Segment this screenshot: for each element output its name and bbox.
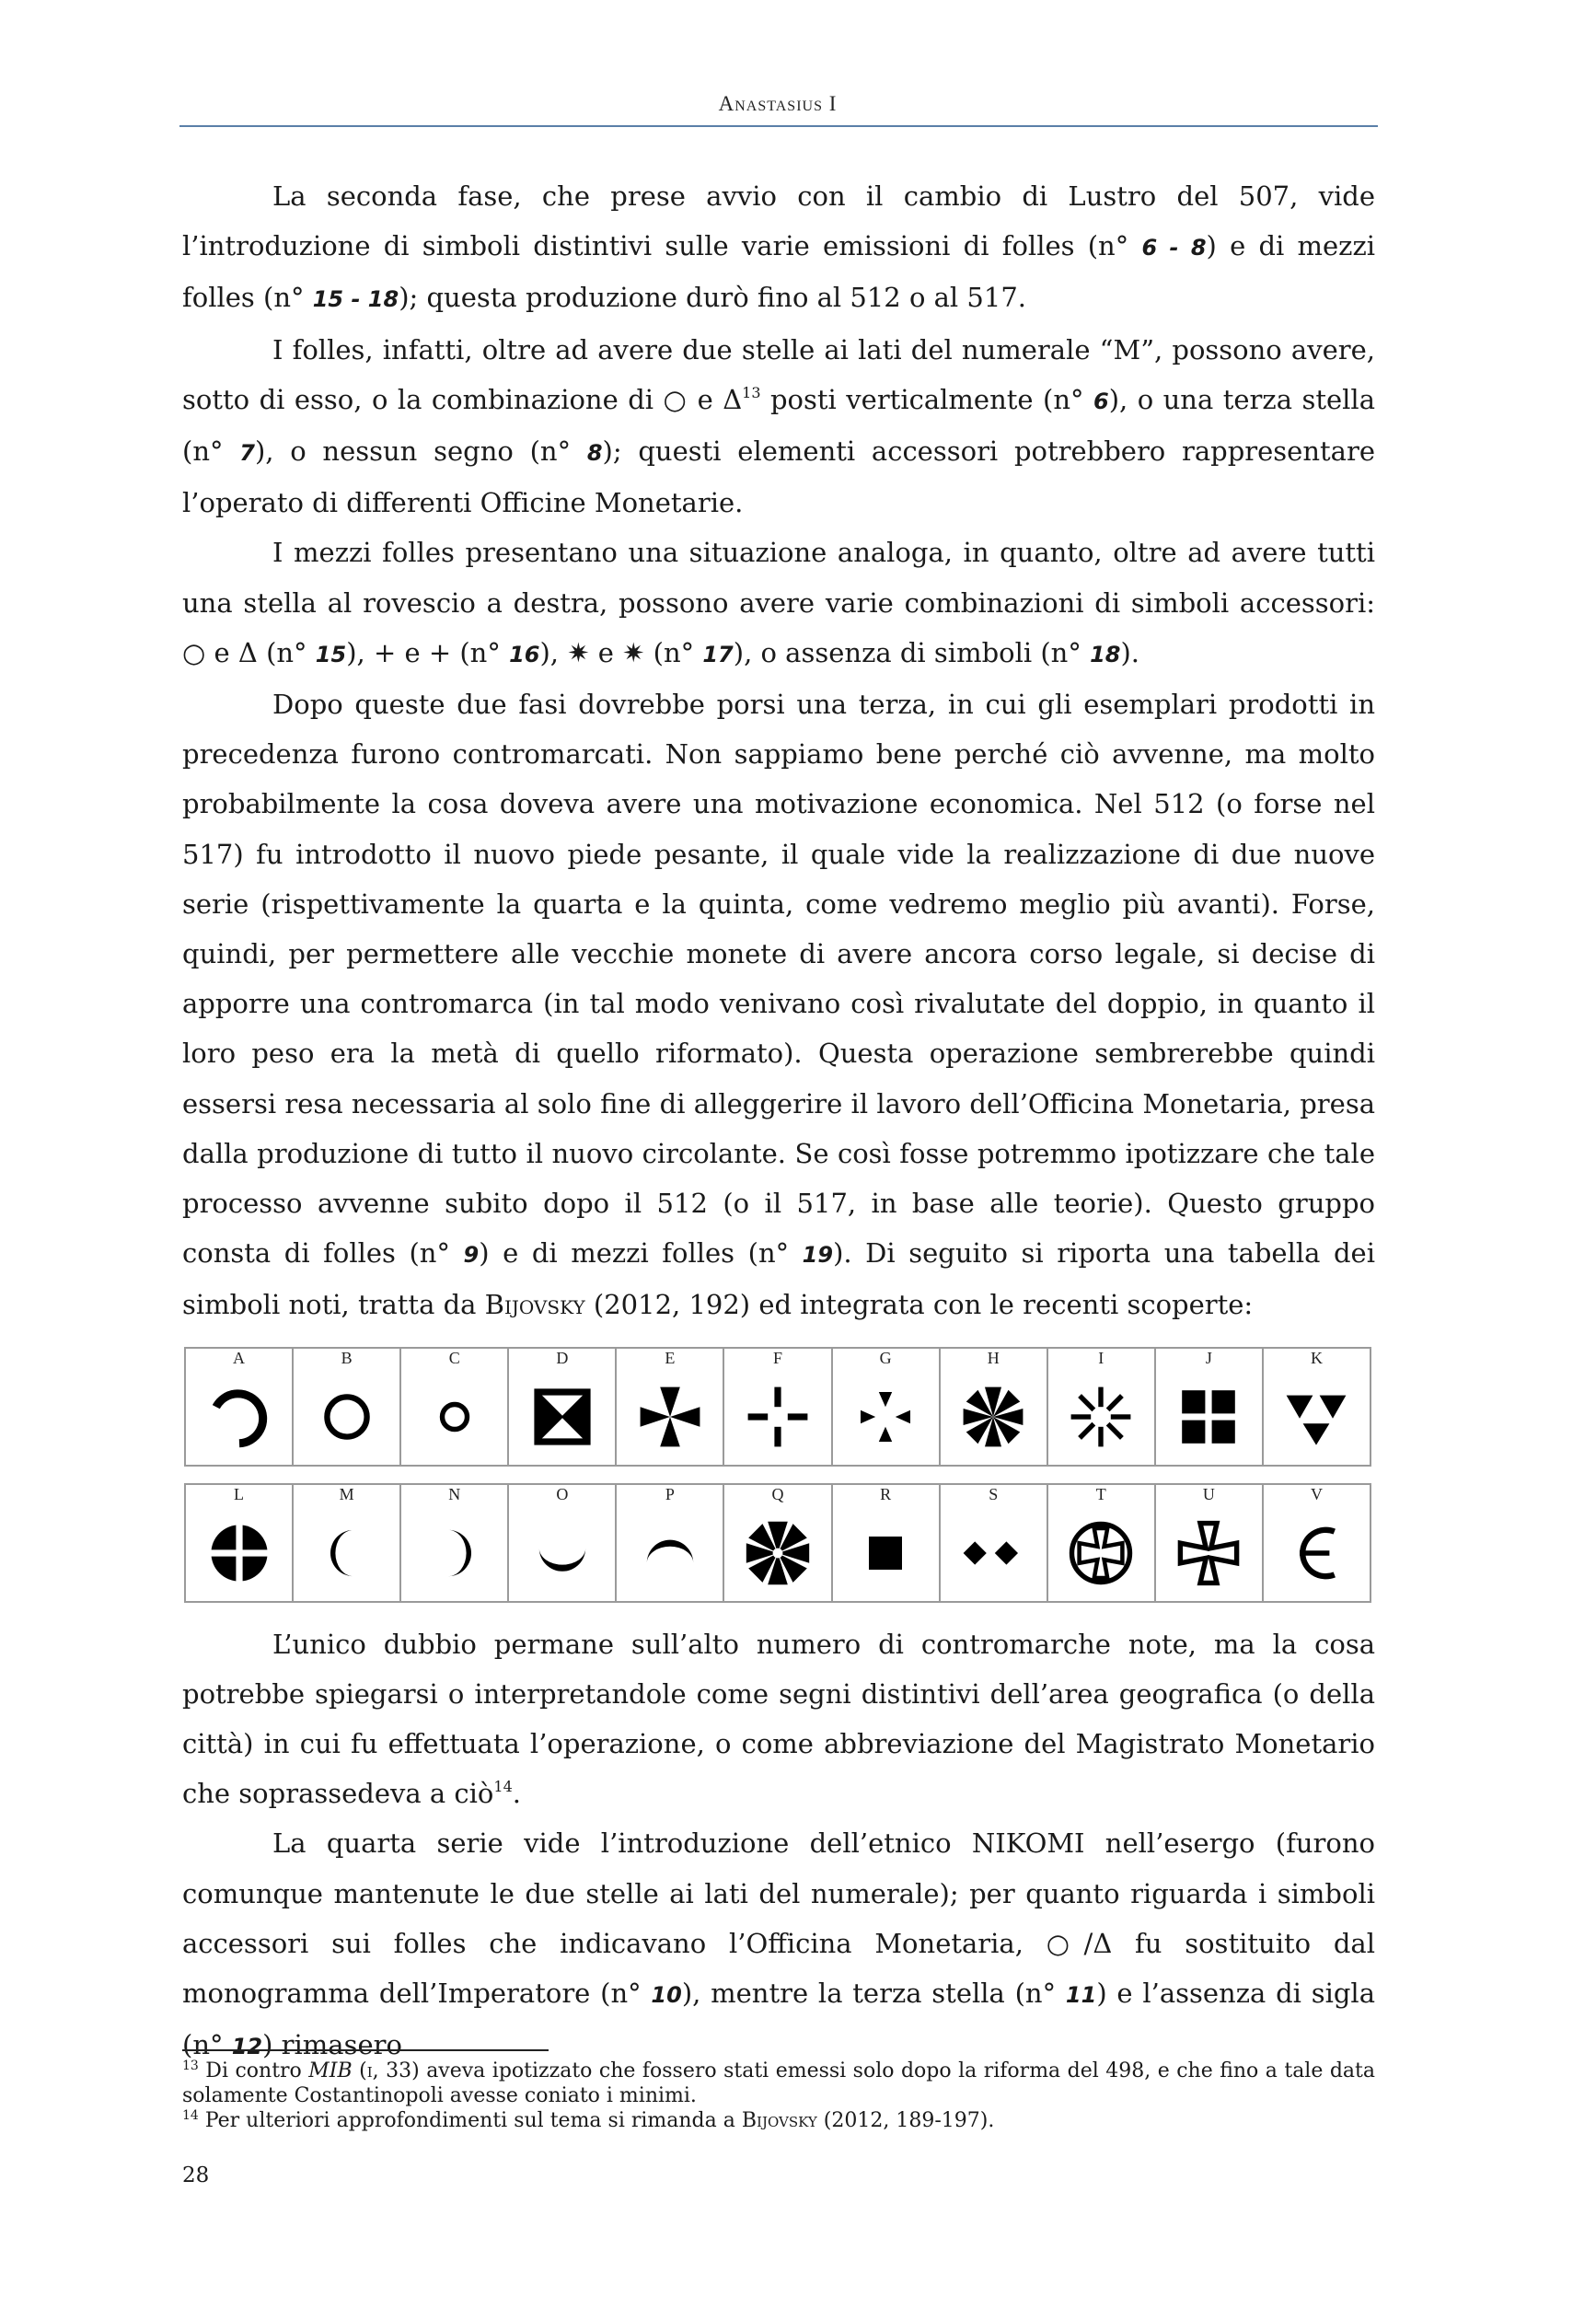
symbol-letter: D <box>556 1348 569 1367</box>
catalogue-ref: 12 <box>231 2034 263 2060</box>
symbol-row <box>184 1347 1371 1467</box>
symbol-cell <box>292 1349 399 1465</box>
epsilon-icon <box>1264 1505 1370 1601</box>
crescent-up-icon <box>509 1505 615 1601</box>
text: (2012, 192) ed integrata con le recenti scoperte: <box>584 1289 1254 1321</box>
main-text <box>182 171 1375 2072</box>
footnotes <box>182 2059 1375 2133</box>
catalogue-ref: 18 <box>1090 641 1121 667</box>
author-name: Bijovsky <box>741 2109 817 2132</box>
footnote-14 <box>182 2108 1375 2133</box>
footnote-rule <box>182 2049 549 2051</box>
catalogue-ref: 16 <box>509 641 540 667</box>
circled-cross-icon <box>1048 1505 1154 1601</box>
symbol-letter: O <box>556 1484 569 1503</box>
symbol-letter: U <box>1202 1484 1215 1503</box>
symbol-row <box>184 1483 1371 1603</box>
symbol-cell <box>1262 1349 1370 1465</box>
text: ); questa produzione durò fino al 512 o al 517. <box>399 282 1026 314</box>
text: ( <box>352 2059 367 2082</box>
running-head-cap: A <box>718 92 735 115</box>
text: , 33) aveva ipotizzato che fossero stati emessi solo dopo la riforma del 498, e che fino a tale data solamente Costantinopoli avesse coniato i minimi. <box>182 2059 1375 2107</box>
author-name: Bijovsky <box>484 1289 585 1321</box>
footnote-number: 14 <box>182 2108 199 2123</box>
text: ), ✷ e ✷ (n° <box>539 636 703 668</box>
text: ). <box>1120 636 1140 668</box>
footnote-marker[interactable]: 14 <box>493 1778 513 1796</box>
header-rule <box>179 125 1378 127</box>
paragraph <box>182 1818 1375 2071</box>
symbol-cell <box>615 1349 723 1465</box>
symbol-cell <box>1262 1485 1370 1601</box>
symbol-cell <box>1154 1485 1262 1601</box>
text: Di contro <box>198 2059 309 2082</box>
symbol-letter: L <box>234 1484 245 1503</box>
symbol-letter: I <box>1098 1348 1104 1367</box>
volume-number: i <box>366 2059 373 2082</box>
text: Dopo queste due fasi dovrebbe porsi una terza, in cui gli esemplari prodotti in precedenza furono contromarcati. Non sappiamo bene perché ciò avvenne, ma molto probabilmente la cosa doveva avere una motivazione economica. Nel 512 (o forse nel 517) fu introdotto il nuovo piede pesante, il quale vide la realizzazione di due nuove serie (rispettivamente la quarta e la quinta, come vedremo meglio più avanti). Forse, quindi, per permettere alle vecchie monete di avere ancora corso legale, si decise di apporre una contromarca (in tal modo venivano così rivalutate del doppio, in quanto il loro peso era la metà di quello riformato). Questa operazione sembrerebbe quindi essersi resa necessaria al solo fine di alleggerire il lavoro dell’Officina Monetaria, presa dalla produzione di tutto il nuovo circolante. Se così fosse potremmo ipotizzare che tale processo avvenne subito dopo il 512 (o il 517, in base alle teorie). Questo gruppo consta di folles (n° <box>182 689 1375 1270</box>
text: ); questi elementi accessori potrebbero rappresentare l’operato di differenti Officine Monetarie. <box>182 435 1375 519</box>
symbol-cell <box>292 1485 399 1601</box>
symbol-cell <box>507 1485 615 1601</box>
sunburst-icon <box>1048 1369 1154 1465</box>
symbol-cell <box>939 1485 1047 1601</box>
crescent-down-icon <box>617 1505 723 1601</box>
symbol-letter: N <box>448 1484 461 1503</box>
symbol-cell <box>1047 1485 1154 1601</box>
catalogue-ref: 9 <box>463 1242 480 1269</box>
symbol-letter: E <box>665 1348 676 1367</box>
symbol-letter: F <box>773 1348 783 1367</box>
symbol-letter: P <box>665 1484 675 1503</box>
running-head-rest: nastasius <box>734 92 823 115</box>
text: ). Di seguito si riporta una tabella dei simboli noti, tratta da <box>182 1237 1375 1321</box>
symbol-letter: M <box>339 1484 354 1503</box>
symbol-cell <box>186 1485 292 1601</box>
four-triangles-icon <box>833 1369 939 1465</box>
footnote-13 <box>182 2059 1375 2108</box>
symbol-letter: C <box>448 1348 460 1367</box>
text: La seconda fase, che prese avvio con il cambio di Lustro del 507, vide l’introduzione di simboli distintivi sulle varie emissioni di folles (n° <box>182 180 1375 262</box>
text: ), o nessun segno (n° <box>254 435 587 468</box>
text: ) e di mezzi folles (n° <box>182 230 1375 314</box>
symbol-cell <box>615 1485 723 1601</box>
symbol-letter: Q <box>771 1484 784 1503</box>
catalogue-ref: 19 <box>802 1242 834 1269</box>
footnote-number: 13 <box>182 2059 199 2073</box>
paragraph <box>182 528 1375 679</box>
symbol-letter: R <box>880 1484 892 1503</box>
symbol-letter: H <box>987 1348 1000 1367</box>
symbol-cell <box>831 1349 939 1465</box>
symbol-cell <box>723 1349 830 1465</box>
text: ), + e + (n° <box>346 636 510 668</box>
broken-cross-icon <box>724 1369 830 1465</box>
text: Per ulteriori approfondimenti sul tema si rimanda a <box>198 2109 742 2132</box>
catalogue-ref: 11 <box>1065 1982 1097 2009</box>
text: I folles, infatti, oltre ad avere due stelle ai lati del numerale “M”, possono avere, sotto di esso, o la combinazione di ○ e Δ <box>182 333 1375 415</box>
symbol-letter: V <box>1310 1484 1323 1503</box>
catalogue-ref: 17 <box>702 641 734 667</box>
wedge-cross-icon <box>617 1369 723 1465</box>
crescent-right-icon <box>401 1505 507 1601</box>
text: I mezzi folles presentano una situazione analoga, in quanto, oltre ad avere tutti una stella al rovescio a destra, possono avere varie combinazioni di simboli accessori: ○ e Δ (n° <box>182 537 1375 668</box>
catalogue-ref: 15 <box>315 641 347 667</box>
symbol-cell <box>186 1349 292 1465</box>
triskele-icon <box>1264 1369 1370 1465</box>
text: La quarta serie vide l’introduzione dell’etnico NIKOMI nell’esergo (furono comunque mantenute le due stelle ai lati del numerale); per quanto riguarda i simboli accessori sui folles che indicavano l’Officina Monetaria, ○/Δ fu sostituito dal monogramma dell’Imperatore (n° <box>182 1827 1375 2010</box>
symbol-cell <box>939 1349 1047 1465</box>
symbol-letter: T <box>1095 1484 1106 1503</box>
work-title: MIB <box>308 2059 353 2082</box>
page-number: 28 <box>182 2163 210 2187</box>
catalogue-ref: 7 <box>239 440 255 467</box>
text: posti verticalmente (n° <box>760 383 1093 415</box>
symbol-cell <box>507 1349 615 1465</box>
catalogue-ref: 6 <box>1093 388 1109 414</box>
symbol-cell <box>723 1485 830 1601</box>
symbol-letter: K <box>1310 1348 1323 1367</box>
crescent-left-icon <box>294 1505 399 1601</box>
text: ), o una terza stella (n° <box>182 383 1375 468</box>
square-icon <box>833 1505 939 1601</box>
paragraph <box>182 171 1375 325</box>
quartered-disc-icon <box>186 1505 292 1601</box>
catalogue-ref: 15 - 18 <box>312 286 399 313</box>
symbol-letter: A <box>233 1348 246 1367</box>
symbol-cell <box>831 1485 939 1601</box>
text: ), mentre la terza stella (n° <box>681 1978 1066 2010</box>
countermark-symbol-table <box>184 1347 1371 1603</box>
paragraph <box>182 679 1375 1330</box>
text: (2012, 189-197). <box>816 2109 995 2132</box>
two-diamonds-icon <box>941 1505 1047 1601</box>
running-head <box>179 92 1376 116</box>
symbol-letter: G <box>879 1348 892 1367</box>
text: ) e l’assenza di sigla (n° <box>182 1978 1375 2061</box>
ring-icon <box>294 1369 399 1465</box>
text: L’unico dubbio permane sull’alto numero di contromarche note, ma la cosa potrebbe spiegarsi o interpretandole come segni distintivi dell’area geografica (o della città) in cui fu effettuata l’operazione, o come abbreviazione del Magistrato Monetario che soprassedeva a ciò <box>182 1628 1375 1810</box>
symbol-letter: S <box>989 1484 999 1503</box>
footnote-marker[interactable]: 13 <box>742 383 761 401</box>
catalogue-ref: 8 <box>586 440 603 467</box>
text: . <box>512 1778 521 1810</box>
star-rosette-icon <box>724 1505 830 1601</box>
paragraph <box>182 325 1375 528</box>
catalogue-ref: 10 <box>651 1982 682 2009</box>
symbol-cell <box>1154 1349 1262 1465</box>
symbol-cell <box>1047 1349 1154 1465</box>
text: ), o assenza di simboli (n° <box>733 636 1091 668</box>
x-square-icon <box>509 1369 615 1465</box>
symbol-letter: J <box>1205 1348 1212 1367</box>
symbol-cell <box>399 1349 507 1465</box>
cross-pattee-icon <box>1156 1505 1262 1601</box>
symbol-letter: B <box>341 1348 353 1367</box>
small-ring-icon <box>401 1369 507 1465</box>
rosette-icon <box>941 1369 1047 1465</box>
running-head-tail: I <box>822 92 838 115</box>
text: ) rimasero <box>262 2029 402 2061</box>
symbol-cell <box>399 1485 507 1601</box>
open-arc-icon <box>186 1369 292 1465</box>
catalogue-ref: 6 - 8 <box>1141 235 1207 261</box>
paragraph <box>182 1619 1375 1819</box>
text: ) e di mezzi folles (n° <box>479 1237 803 1270</box>
four-squares-icon <box>1156 1369 1262 1465</box>
